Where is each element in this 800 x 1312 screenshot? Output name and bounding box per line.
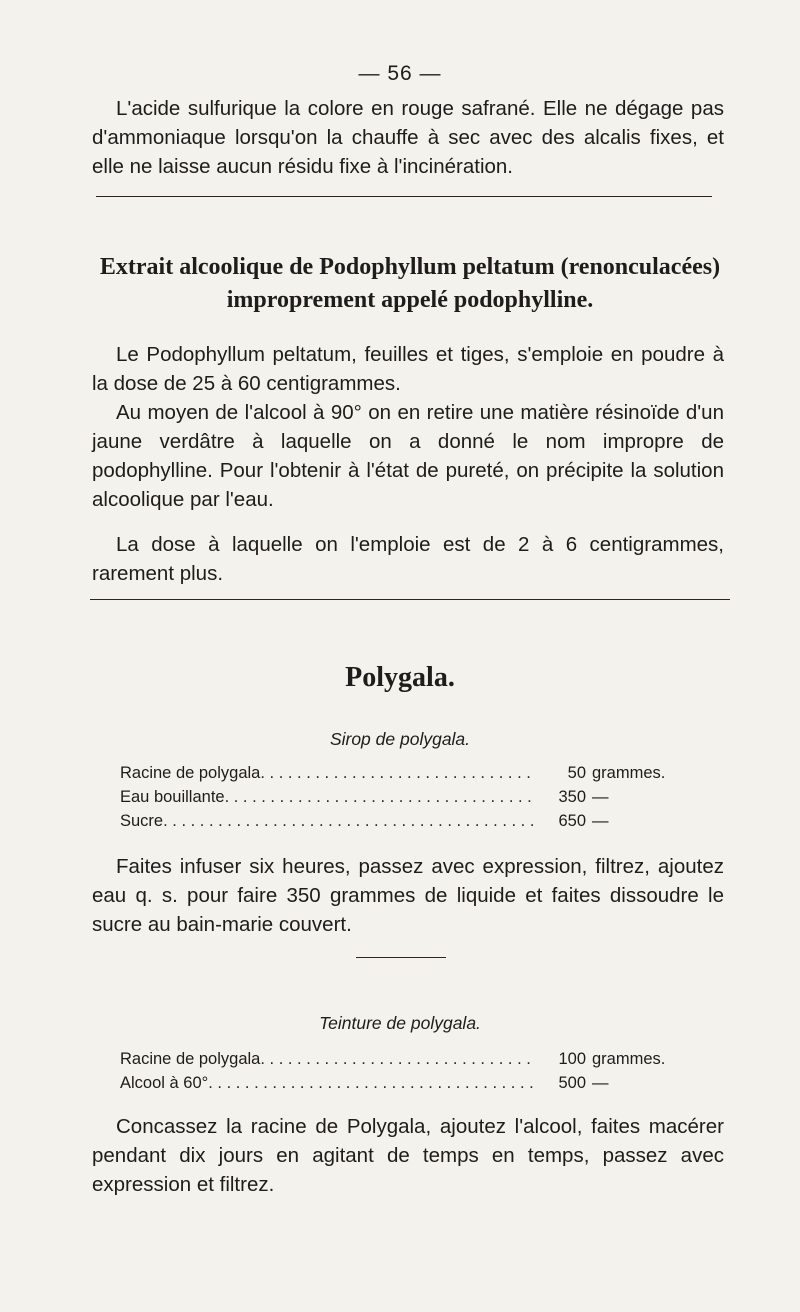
sirop-instructions: Faites infuser six heures, passez avec expression, filtrez, ajoutez eau q. s. pour faire 350 grammes de liquide et faites dissoudre le sucre au bain-marie couvert. [92, 855, 724, 936]
sirop-ingredient-list [120, 761, 700, 833]
ingredient-name: Eau bouillante [120, 788, 225, 806]
dot-leader [163, 809, 534, 833]
dot-leader [208, 1071, 534, 1095]
ingredient-row [120, 785, 700, 809]
sirop-subtitle: Sirop de polygala. [329, 729, 471, 749]
podophyllum-paragraph-3: La dose à laquelle on l'emploie est de 2 à 6 centigrammes, rarement plus. [92, 533, 724, 585]
teinture-subtitle: Teinture de polygala. [319, 1013, 481, 1033]
podophyllum-paragraph-1: Le Podophyllum peltatum, feuilles et tiges, s'emploie en poudre à la dose de 25 à 60 centigrammes. [92, 343, 724, 395]
dot-leader [260, 1047, 534, 1071]
ingredient-unit: grammes. [592, 764, 666, 782]
ingredient-quantity: 350 [558, 788, 586, 806]
intro-paragraph: L'acide sulfurique la colore en rouge safrané. Elle ne dégage pas d'ammoniaque lorsqu'on la chauffe à sec avec des alcalis fixes, et elle ne laisse aucun résidu fixe à l'incinération. [92, 97, 724, 178]
ingredient-name: Racine de polygala [120, 1050, 261, 1068]
page-number: — 56 — [358, 62, 442, 85]
ingredient-unit: — [592, 788, 609, 806]
ingredient-row [120, 1047, 700, 1071]
ingredient-unit: grammes. [592, 1050, 666, 1068]
ingredient-quantity: 50 [567, 764, 586, 782]
heading-line-1: Extrait alcoolique de Podophyllum peltatum (renonculacées) [99, 254, 721, 280]
heading-line-2: improprement appelé podophylline. [226, 287, 594, 313]
teinture-ingredient-list [120, 1047, 700, 1095]
ingredient-row [120, 761, 700, 785]
ingredient-quantity: 650 [558, 812, 586, 830]
teinture-instructions: Concassez la racine de Polygala, ajoutez l'alcool, faites macérer pendant dix jours en agitant de temps en temps, passez avec expression et filtrez. [92, 1115, 724, 1196]
short-rule [356, 957, 446, 958]
ingredient-quantity: 500 [558, 1074, 586, 1092]
polygala-title: Polygala. [345, 662, 455, 693]
ingredient-name: Sucre [120, 812, 164, 830]
ingredient-row [120, 809, 700, 833]
ingredient-unit: — [592, 812, 609, 830]
podophyllum-heading [80, 251, 740, 317]
ingredient-quantity: 100 [558, 1050, 586, 1068]
dot-leader [225, 785, 534, 809]
ingredient-name: Racine de polygala [120, 764, 261, 782]
ingredient-row [120, 1071, 700, 1095]
section-rule [90, 599, 730, 600]
ingredient-name: Alcool à 60° [120, 1074, 209, 1092]
ingredient-unit: — [592, 1074, 609, 1092]
section-rule [96, 196, 712, 197]
dot-leader [260, 761, 534, 785]
podophyllum-paragraph-2: Au moyen de l'alcool à 90° on en retire une matière résinoïde d'un jaune verdâtre à laquelle on a donné le nom impropre de podophylline. Pour l'obtenir à l'état de pureté, on précipite la solution alcoolique par l'eau. [92, 401, 724, 511]
